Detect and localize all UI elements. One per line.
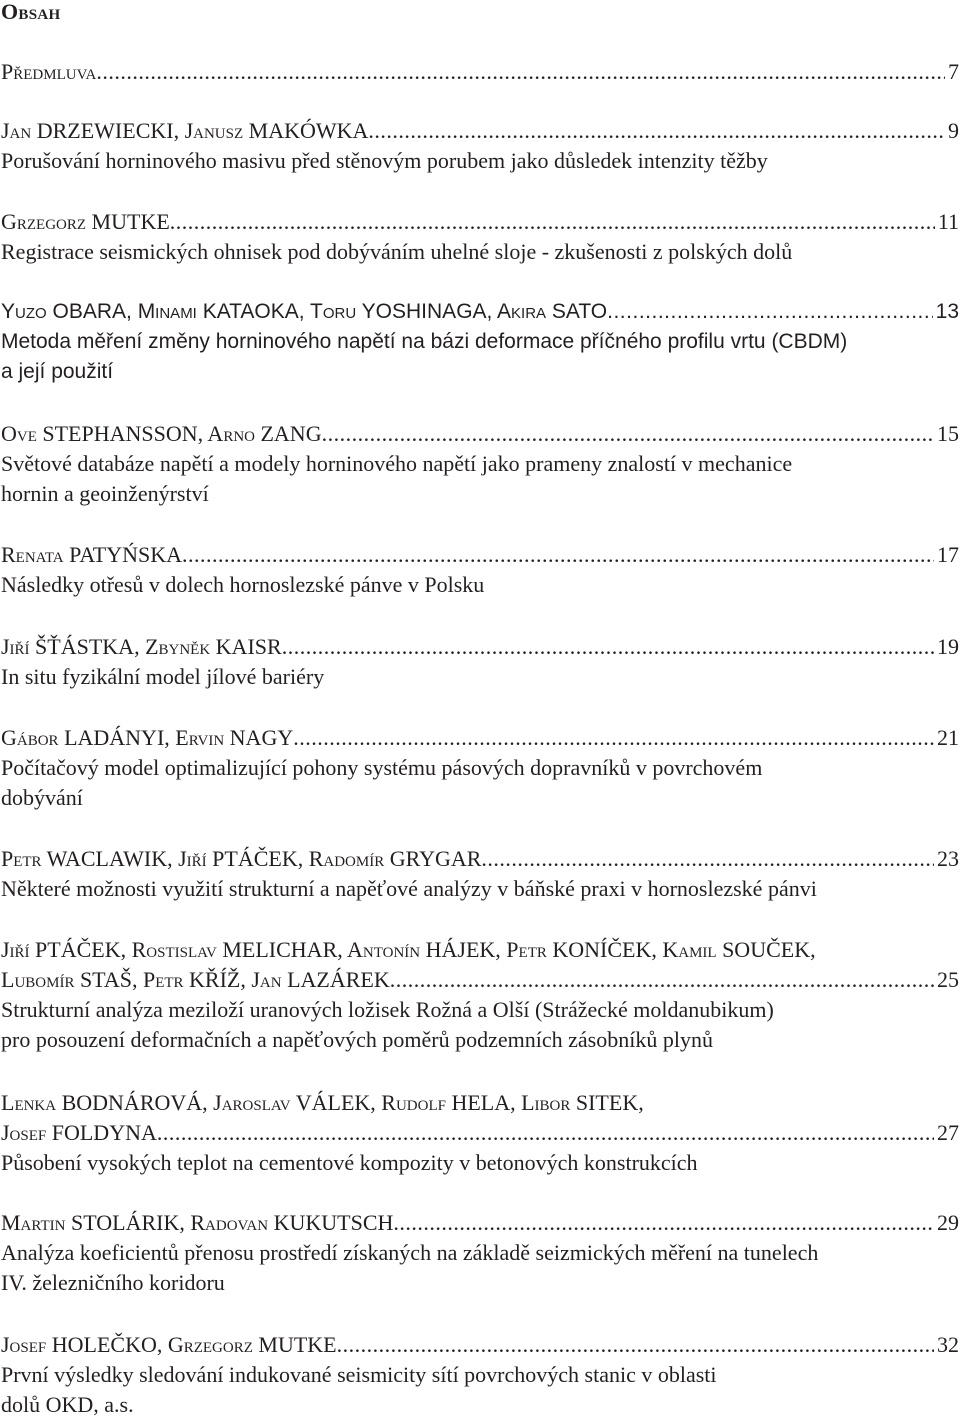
page-number: 23 <box>937 846 959 871</box>
toc-entry <box>1 1208 959 1298</box>
toc-entry <box>1 419 959 509</box>
toc-entry-title: Některé možnosti využití strukturní a napěťové analýzy v báňské praxi v hornoslezské pánvi <box>1 876 817 901</box>
toc-entry-authors: Martin STOLÁRIK, Radovan KUKUTSCH <box>1 1210 394 1235</box>
dot-leader <box>390 965 934 995</box>
toc-entry-title: Metoda měření změny horninového napětí na bázi deformace příčného profilu vrtu (CBDM) <box>1 330 848 353</box>
toc-entry-authors-line: Jiří PTÁČEK, Rostislav MELICHAR, Antonín HÁJEK, Petr KONÍČEK, Kamil SOUČEK, <box>1 937 816 962</box>
toc-leader-line[interactable] <box>1 1330 959 1360</box>
dot-leader <box>170 207 935 237</box>
toc-entry-title: Počítačový model optimalizující pohony systému pásových dopravníků v povrchovém <box>1 755 763 780</box>
toc-entry-title: První výsledky sledování indukované seismicity sítí povrchových stanic v oblasti <box>1 1362 717 1387</box>
toc-entry <box>1 207 959 267</box>
toc-entry-authors: Grzegorz MUTKE <box>1 209 170 234</box>
dot-leader <box>368 116 945 146</box>
toc-entry <box>1 297 959 387</box>
toc-entry-authors: Josef FOLDYNA <box>1 1120 157 1145</box>
toc-entry-title: dobývání <box>1 785 83 810</box>
dot-leader <box>337 1330 934 1360</box>
toc-entry-title: a její použití <box>1 360 114 383</box>
toc-entry-authors-line: Lenka BODNÁROVÁ, Jaroslav VÁLEK, Rudolf HELA, Libor SITEK, <box>1 1090 644 1115</box>
toc-entry-title: pro posouzení deformačních a napěťových poměrů podzemních zásobníků plynů <box>1 1027 713 1052</box>
dot-leader <box>96 57 945 87</box>
toc-leader-line[interactable] <box>1 723 959 753</box>
page-number: 19 <box>937 634 959 659</box>
toc-entry-authors: Josef HOLEČKO, Grzegorz MUTKE <box>1 1332 337 1357</box>
toc-entry <box>1 632 959 692</box>
toc-entry-title: In situ fyzikální model jílové bariéry <box>1 664 325 689</box>
toc-entry-preface <box>1 57 959 87</box>
toc-entry <box>1 723 959 813</box>
page-number: 15 <box>937 421 959 446</box>
toc-entry-title: Strukturní analýza meziloží uranových ložisek Rožná a Olší (Strážecké moldanubikum) <box>1 997 774 1022</box>
page-title: Obsah <box>1 0 61 24</box>
toc-entry-title: Porušování horninového masivu před stěnovým porubem jako důsledek intenzity těžby <box>1 148 768 173</box>
dot-leader <box>293 723 934 753</box>
dot-leader <box>607 297 933 327</box>
toc-entry-title: hornin a geoinženýrství <box>1 481 209 506</box>
toc-entry-authors: Renata PATYŃSKA <box>1 542 183 567</box>
page-number: 25 <box>937 967 959 992</box>
toc-entry-authors: Lubomír STAŠ, Petr KŘÍŽ, Jan LAZÁREK <box>1 967 390 992</box>
toc-entry-authors: Ove STEPHANSSON, Arno ZANG <box>1 421 322 446</box>
toc-leader-line[interactable] <box>1 1208 959 1238</box>
toc-entry-authors: Yuzo OBARA, Minami KATAOKA, Toru YOSHINAGA, Akira SATO <box>1 300 608 323</box>
dot-leader <box>393 1208 934 1238</box>
toc-entry <box>1 540 959 600</box>
toc-leader-line[interactable] <box>1 965 959 995</box>
toc-entry-title: Působení vysokých teplot na cementové kompozity v betonových konstrukcích <box>1 1150 698 1175</box>
dot-leader <box>322 419 934 449</box>
toc-entry-title: IV. železničního koridoru <box>1 1270 225 1295</box>
toc-entry <box>1 844 959 904</box>
toc-leader-line[interactable] <box>1 116 959 146</box>
page-number: 9 <box>948 118 959 143</box>
page-number: 27 <box>937 1120 959 1145</box>
toc-leader-line[interactable] <box>1 207 959 237</box>
toc-leader-line[interactable] <box>1 540 959 570</box>
toc-leader-line[interactable] <box>1 297 959 327</box>
toc-entry-title: Světové databáze napětí a modely horninového napětí jako prameny znalostí v mechanice <box>1 451 793 476</box>
toc-entry-label: Předmluva <box>1 59 97 84</box>
toc-leader-line[interactable] <box>1 1118 959 1148</box>
toc-leader-line[interactable] <box>1 632 959 662</box>
toc-entry-authors: Jiří ŠŤÁSTKA, Zbyněk KAISR <box>1 634 282 659</box>
toc-leader-line[interactable] <box>1 57 959 87</box>
toc-entry-authors: Jan DRZEWIECKI, Janusz MAKÓWKA <box>1 118 369 143</box>
toc-entry <box>1 1330 959 1420</box>
toc-entry-title: Následky otřesů v dolech hornoslezské pánve v Polsku <box>1 572 485 597</box>
dot-leader <box>481 844 934 874</box>
dot-leader <box>282 632 934 662</box>
toc-leader-line[interactable] <box>1 844 959 874</box>
toc-entry-title: dolů OKD, a.s. <box>1 1392 134 1417</box>
toc-entry <box>1 935 959 1055</box>
toc-entry-authors: Gábor LADÁNYI, Ervin NAGY <box>1 725 294 750</box>
page-number: 29 <box>937 1210 959 1235</box>
toc-entry <box>1 1088 959 1178</box>
page-number: 32 <box>937 1332 959 1357</box>
toc-entry-title: Registrace seismických ohnisek pod dobýváním uhelné sloje - zkušenosti z polských dolů <box>1 239 793 264</box>
toc-entry-authors: Petr WACLAWIK, Jiří PTÁČEK, Radomír GRYGAR <box>1 846 482 871</box>
dot-leader <box>182 540 934 570</box>
page-number: 7 <box>948 59 959 84</box>
page-number: 21 <box>937 725 959 750</box>
dot-leader <box>157 1118 934 1148</box>
page-number: 17 <box>937 542 959 567</box>
toc-entry <box>1 116 959 176</box>
page-number: 13 <box>935 300 959 323</box>
toc-entry-title: Analýza koeficientů přenosu prostředí získaných na základě seizmických měření na tunelech <box>1 1240 819 1265</box>
page-number: 11 <box>937 209 959 234</box>
toc-leader-line[interactable] <box>1 419 959 449</box>
